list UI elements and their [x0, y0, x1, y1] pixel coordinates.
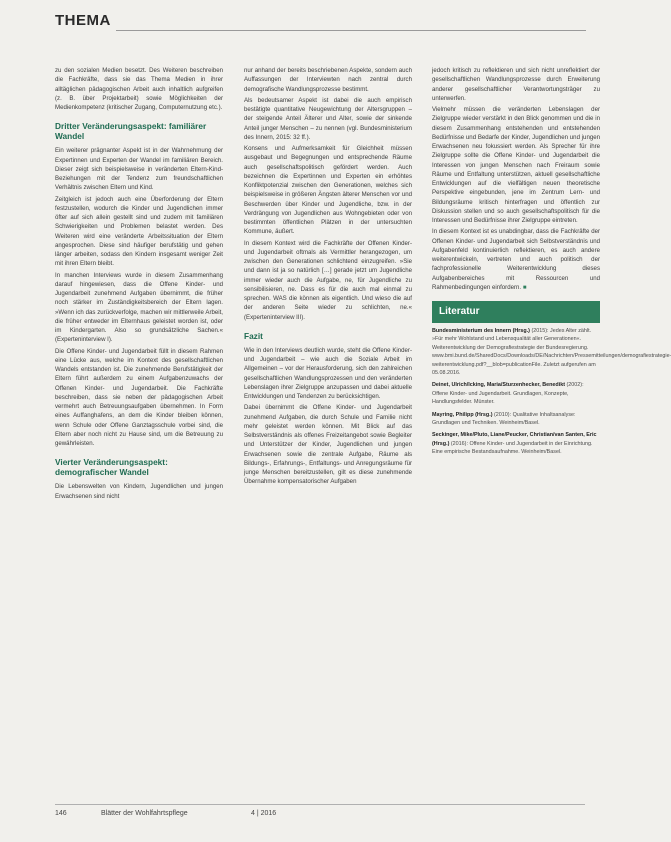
- literature-author: Seckinger, Mike/Pluto, Liane/Peucker, Christian/van Santen, Eric (Hrsg.): [432, 432, 597, 447]
- col2-paragraph-4: In diesem Kontext wird die Fachkräfte der Offenen Kinder- und Jugendarbeit oftmals als Vermittler herangezogen, um zwischen den Generationen schlichtend einzugreifen. »Sie und dann ist ja so natürlich […] gerade jetzt um Jugendliche immer wieder auch die Aufgabe, ne, für Jugendliche zu sensibilisieren, ne. Dass es für die auch mal einmal zu sprechen. WAS die können als eigentlich. Und wieso die auf der anderen Seite wieder zu schlichten, ne.« (Experteninterview III).: [244, 239, 412, 321]
- literature-heading: Literatur: [432, 301, 600, 323]
- end-square-icon: ■: [522, 284, 527, 291]
- section-rule: [116, 30, 586, 31]
- literature-entry: [432, 327, 671, 377]
- col3-paragraph-1: jedoch kritisch zu reflektieren und sich nicht unreflektiert der gesellschaftlichen Wandlungsprozesse durch Erweiterung anderer gesellschaftlicher Verantwortungsträger zu unterwerfen.: [432, 67, 600, 102]
- col1-paragraph-3: Zeitgleich ist jedoch auch eine Überforderung der Eltern festzustellen, wodurch die Kinder und Jugendlichen immer öfter auf sich allein gestellt sind und zudem mit familiären Schwierigkeiten und Problemen belastet werden. Des Weiteren wird eine veränderte Arbeitssituation der Eltern angesprochen. Diese sind häufiger berufstätig und gehen länger arbeiten, sodass den Kindern insgesamt weniger Zeit mit ihren Eltern bleibt.: [55, 195, 223, 268]
- col1-paragraph-2: Ein weiterer prägnanter Aspekt ist in der Wahrnehmung der Expertinnen und Experten der Wandel im familiären Bereich. Dieser zeigt sich beispielsweise in veränderten Eltern-Kind-Beziehungen mit der Tendenz zum freundschaftlichen Verhältnis zwischen Eltern und Kind.: [55, 147, 223, 192]
- col1-paragraph-4: In manchen Interviews wurde in diesem Zusammenhang darauf hingewiesen, dass die Offene Kinder- und Jugendarbeit zunehmend Aufgaben übernimmt, die früher noch stärker im Zuständigkeitsbereich der Eltern lagen. »Wenn ich das zurückverfolge, machen wir mittlerweile Arbeit, die früher entweder im Elternhaus geleistet worden ist, oder im Kindergarten. Also so grundsätzliche Sachen.« (Experteninterview I).: [55, 271, 223, 344]
- column-2: [244, 66, 412, 489]
- col2-paragraph-2: Als bedeutsamer Aspekt ist dabei die auch empirisch bestätigte quantitative Neugewichtung der Altersgruppen – der steigende Anteil Älterer und Alter, sowie der sinkende Anteil junger Menschen – zu nennen (vgl. Bundesministerium des Innern, 2015: 32 ff.).: [244, 96, 412, 141]
- literature-text: (2015): Jedes Alter zählt. »Für mehr Wohlstand und Lebensqualität aller Generationen«. Weiterentwicklung der Demografiestrategie der Bundesregierung. www.bmi.bund.de/SharedDocs/Downloads/DE/Nachrichten/Pressemitteilungen/demografiestrategie-weiterentwicklung.pdf?__blob=publicationFile. Zuletzt aufgerufen am 05.08.2016.: [432, 328, 671, 377]
- literature-text: (2016): Offene Kinder- und Jugendarbeit in der Einrichtung. Eine empirische Bestandsaufnahme. Weinheim/Basel.: [432, 440, 593, 456]
- col2-paragraph-5: Wie in den Interviews deutlich wurde, steht die Offene Kinder- und Jugendarbeit – wie auch die Soziale Arbeit im Allgemeinen – vor der Herausforderung, sich den zahlreichen gesellschaftlichen Wandlungsprozessen und den veränderten Lebenslagen ihrer Zielgruppe anzupassen und dabei aktuelle Entwicklungen und Tendenzen zu berücksichtigen.: [244, 346, 412, 400]
- journal-title: Blätter der Wohlfahrtspflege: [101, 810, 188, 817]
- col1-paragraph-6: Die Lebenswelten von Kindern, Jugendlichen und jungen Erwachsenen sind nicht: [55, 483, 223, 500]
- literature-entry: [432, 431, 600, 456]
- col3-paragraph-2: Vielmehr müssen die veränderten Lebenslagen der Zielgruppe wieder verstärkt in den Blick genommen und die in diesem Zusammenhang entstehenden und entstehenden Bedürfnisse und Bedarfe der Kinder, Jugendlichen und jungen Erwachsenen neu fokussiert werden. Als Sprecher für ihre Zielgruppe sollte die Offene Kinder- und Jugendarbeit die Interessen von jungen Menschen nach Freiraum sowie Räume und Entfaltung unterstützen, aktuell gesellschaftliche Entwicklungen auf die vielfältigen neuen theoretische Perspektive eingebunden, jene im Zentrum Lern- und Bildungsräume kritisch hinterfragen und öffentlich zur Diskussion stellen und so auch gesellschaftspolitisch für die Interessen und Bedürfnisse ihrer Zielgruppe eintreten.: [432, 106, 600, 224]
- col3-paragraph-3: [432, 227, 600, 293]
- col2-heading-fazit: Fazit: [244, 330, 263, 341]
- literature-entry: [432, 411, 600, 428]
- col1-paragraph-5: Die Offene Kinder- und Jugendarbeit füllt in diesem Rahmen eine Lücke aus, welche im Kontext des gesellschaftlichen Wandels entstanden ist. Die zunehmende Berufstätigkeit der Eltern führt außerdem zu einem Aufgabenzuwachs der Offenen Kinder- und Jugendarbeit. Die Fachkräfte beschreiben, dass sie neben der pädagogischen Arbeit vermehrt auch Betreuungsaufgaben übernehmen. In Form eines Auffanghafens, an dem die Kinder bleiben können, wenn Schule oder Offene Ganztagsschule vorbei sind, die Eltern aber noch nicht zu Hause sind, um die Betreuung zu gewährleisten.: [55, 347, 223, 447]
- literature-entry: [432, 381, 600, 406]
- col1-paragraph-1: zu den sozialen Medien besetzt. Des Weiteren beschreiben die Fachkräfte, dass sie das Thema Medien in ihrer alltäglichen pädagogischen Arbeit auch inhaltlich aufgreifen (z. B. über Projektarbeit) sowie Möglichkeiten der Medienkompetenz (kritischer Zugang, Computernutzung etc.).: [55, 67, 223, 111]
- literature-author: Mayring, Philipp (Hrsg.): [432, 411, 493, 418]
- literature-author: Deinet, Ulrich/Icking, Maria/Sturzenhecker, Benedikt: [432, 382, 566, 389]
- footer-rule: [55, 804, 585, 805]
- literature-text: (2010): Qualitative Inhaltsanalyse: Grundlagen und Techniken. Weinheim/Basel.: [432, 411, 576, 427]
- col1-heading-family: Dritter Veränderungsaspekt: familiärer Wandel: [55, 121, 207, 142]
- literature-author: Bundesministerium des Innern (Hrsg.): [432, 328, 530, 334]
- page-number: 146: [55, 810, 67, 817]
- col2-paragraph-1: nur anhand der bereits beschriebenen Aspekte, sondern auch Auffassungen der Interviewten nach zentral durch demografische Wandlungsprozesse bestimmt.: [244, 67, 412, 93]
- col2-paragraph-6: Dabei übernimmt die Offene Kinder- und Jugendarbeit zunehmend Aufgaben, die durch Schule und Familie nicht mehr geleistet werden können. Mit Blick auf das Selbstverständnis als offenes Freizeitangebot sowie Begleiter und Unterstützer der Kinder, Jugendlichen und jungen Erwachsenen sowie die zentrale Aufgabe, Räume als Bildungs-, Erfahrungs-, Entfaltungs- und Anregungsräume für junge Menschen bereitzustellen, gilt es diese zunehmende Übernahme kompensatorischer Aufgaben: [244, 404, 412, 486]
- col3-paragraph-3-text: In diesem Kontext ist es unabdingbar, dass die Fachkräfte der Offenen Kinder- und Jugendarbeit sich Selbstverständnis und Aufgabenfeld kontinuierlich reflektieren, es auch andere weiterentwickeln, vertreten und auch politisch der fachprofessionelle Weiterentwicklung dieses Aufgabenbereiches mit Ressourcen und Rahmenbedingungen einfordern.: [432, 228, 600, 291]
- column-1: [55, 66, 223, 503]
- literature-text: (2002): Offene Kinder- und Jugendarbeit. Grundlagen, Konzepte, Handlungsfelder. Münster.: [432, 382, 584, 406]
- section-title: THEMA: [55, 12, 111, 29]
- column-3: [432, 66, 671, 457]
- issue-label: 4 | 2016: [251, 810, 277, 817]
- col1-heading-demography: Vierter Veränderungsaspekt: demografischer Wandel: [55, 457, 168, 478]
- col2-paragraph-3: Konsens und Aufmerksamkeit für Gleichheit müssen ausgebaut und Begegnungen und entsprechende Räume auch gesellschaftspolitisch gefördert werden. Auch bezeichnen die Expertinnen und Experten ein erhöhtes Konfliktpotenzial zwischen den Generationen, welches sich beispielsweise in größeren Ängsten älterer Menschen vor und Beschwerden über Kinder und Jugendliche, bzw. in der Verdrängung von Jugendlichen aus Wohngebieten oder von bestimmten öffentlichen Plätzen in der untersuchten Kommune, äußert.: [244, 145, 412, 236]
